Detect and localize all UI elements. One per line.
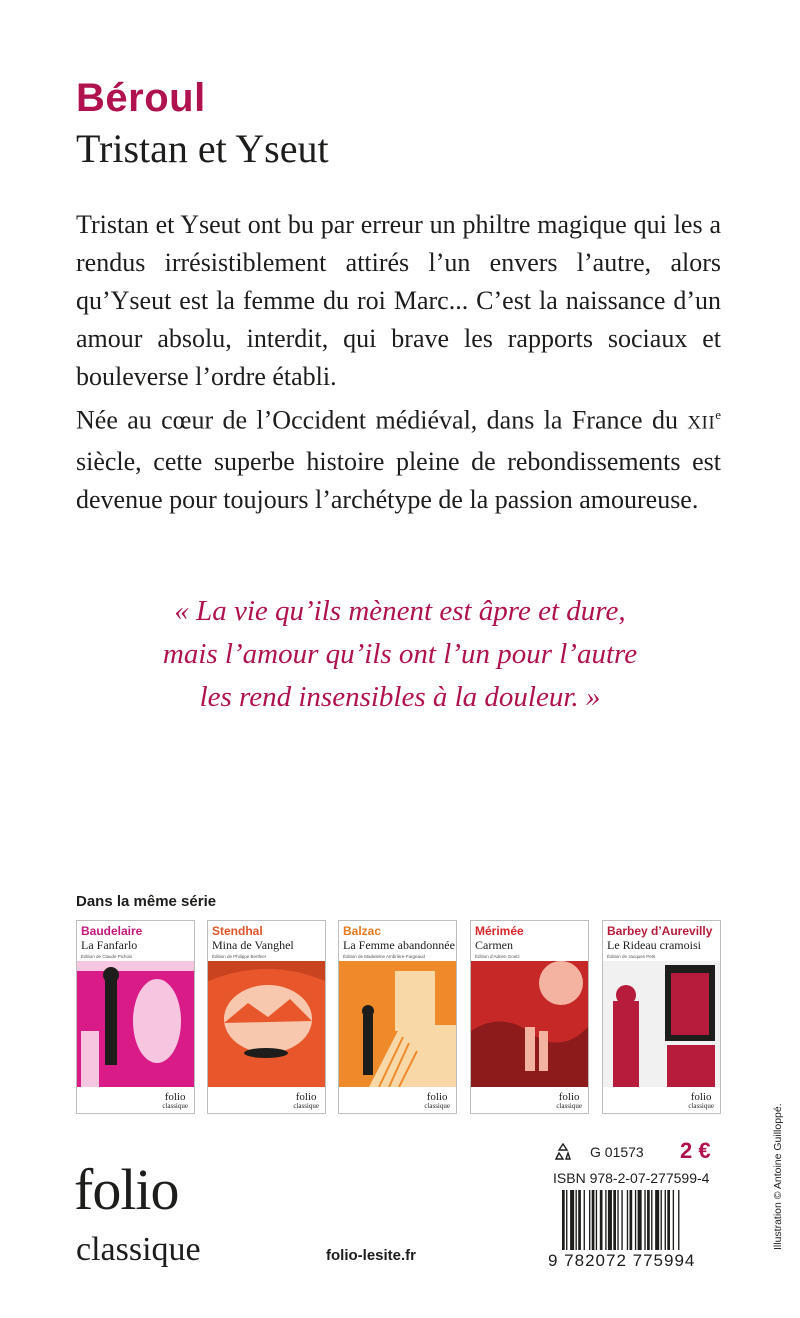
series-book-cover-art [471, 961, 588, 1087]
barcode-bar [661, 1190, 662, 1250]
barcode-bar [665, 1190, 666, 1250]
barcode-bar [578, 1190, 581, 1250]
illustration-credit: Illustration © Antoine Guilloppé. [772, 1103, 784, 1250]
series-book-cover-art [339, 961, 456, 1087]
barcode-bar [562, 1190, 565, 1250]
barcode-bar [635, 1190, 636, 1250]
series-book-logo: folio classique [688, 1091, 714, 1110]
isbn: ISBN 978-2-07-277599-4 [553, 1170, 710, 1186]
series-book-editor: Édition de Philippe Berthier [212, 954, 267, 959]
quote-line-2: mais l’amour qu’ils ont l’un pour l’autre [162, 638, 638, 670]
barcode-bar [570, 1190, 574, 1250]
barcode-bar [621, 1190, 622, 1250]
author-name: Béroul [76, 76, 206, 120]
blurb-paragraph-2 [76, 396, 721, 519]
series-book-author: Barbey d’Aurevilly [607, 924, 713, 938]
price-row [552, 1138, 727, 1165]
product-code: G 01573 [590, 1144, 644, 1160]
series-books [76, 920, 721, 1116]
quote-line-1: « La vie qu’ils mènent est âpre et dure, [174, 595, 626, 627]
barcode-bar [566, 1190, 567, 1250]
barcode-bar [667, 1190, 670, 1250]
century-sup: e [715, 407, 721, 422]
folio-logo: folio [74, 1157, 179, 1222]
barcode-bar [617, 1190, 618, 1250]
website-link[interactable]: folio-lesite.fr [326, 1247, 417, 1264]
barcode-bar [613, 1190, 616, 1250]
blurb-paragraph-1: Tristan et Yseut ont bu par erreur un philtre magique qui les a rendus irrésistiblement attirés l’un envers l’autre, alors qu’Yseut est la femme du roi Marc... C’est la naissance d’un amour absolu, interdit, qui brave les rapports sociaux et bouleverse l’ordre établi. [76, 210, 721, 391]
barcode-bar [605, 1190, 606, 1250]
series-book-title: La Femme abandonnée [343, 938, 455, 952]
series-book-3 [338, 920, 457, 1114]
series-book-editor: Édition de Claude Pichois [81, 954, 133, 959]
barcode-bar [584, 1190, 585, 1250]
barcode-bar [655, 1190, 659, 1250]
blurb [76, 206, 721, 519]
series-book-cover-art [208, 961, 325, 1087]
series-book-logo: folio classique [162, 1091, 188, 1110]
series-book-logo: folio classique [556, 1091, 582, 1110]
series-book-4 [470, 920, 589, 1114]
barcode-bar [638, 1190, 642, 1250]
barcode-bar [576, 1190, 577, 1250]
series-heading: Dans la même série [76, 893, 217, 910]
series-book-title: Mina de Vanghel [212, 938, 294, 952]
barcode-bar [630, 1190, 633, 1250]
blurb-p2-end: siècle, cette superbe histoire pleine de rebondissements est devenue pour toujours l’archétype de la passion amoureuse. [76, 446, 721, 514]
series-book-author: Stendhal [212, 924, 263, 938]
series-book-author: Balzac [343, 924, 382, 938]
series-book-editor: Édition de Madeleine Ambrière-Fargeaud [343, 954, 426, 959]
barcode-bar [592, 1190, 595, 1250]
quote-line-3: les rend insensibles à la douleur. » [199, 681, 601, 713]
series-book-5 [602, 920, 721, 1114]
barcode-bar [589, 1190, 590, 1250]
barcode-bar [608, 1190, 612, 1250]
barcode-bar [627, 1190, 628, 1250]
price: 2 € [680, 1138, 711, 1163]
classique-logo: classique [76, 1231, 201, 1268]
blurb-p2-start: Née au cœur de l’Occident médiéval, dans la France du [76, 405, 678, 435]
series-book-2 [207, 920, 326, 1114]
series-book-logo: folio classique [424, 1091, 450, 1110]
series-book-title: Carmen [475, 938, 513, 952]
series-book-editor: Édition de Jacques Petit [607, 954, 656, 959]
century: XII [687, 412, 716, 434]
series-book-title: Le Rideau cramoisi [607, 938, 701, 952]
series-book-cover-art [77, 961, 194, 1087]
barcode-bar [678, 1190, 679, 1250]
series-book-logo: folio classique [293, 1091, 319, 1110]
book-title: Tristan et Yseut [76, 126, 329, 171]
ean-number: 9 782072 775994 [548, 1251, 696, 1270]
series-book-author: Baudelaire [81, 924, 143, 938]
barcode-bar [596, 1190, 597, 1250]
series-book-title: La Fanfarlo [81, 938, 138, 952]
series-book-1 [76, 920, 195, 1114]
pull-quote [100, 590, 700, 719]
barcode-bar [651, 1190, 652, 1250]
barcode-bar [673, 1190, 674, 1250]
barcode-bar [600, 1190, 603, 1250]
recycle-icon [552, 1142, 574, 1162]
barcode-bar [644, 1190, 645, 1250]
series-book-author: Mérimée [475, 924, 524, 938]
series-book-cover-art [603, 961, 720, 1087]
series-book-editor: Édition d’Adrien Goetz [475, 954, 520, 959]
barcode-bar [647, 1190, 650, 1250]
